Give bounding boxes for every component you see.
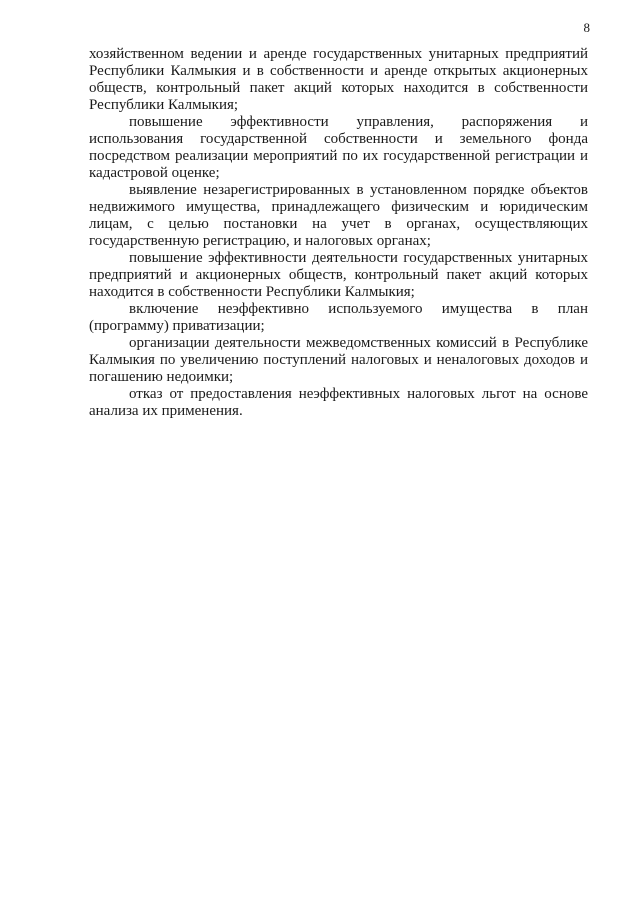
paragraph-unregistered-property: выявление незарегистрированных в установленном порядке объектов недвижимого имущества, принадлежащего физическим и юридическим лицам, с целью постановки на учет в органах, осуществляющих государственную регистрацию, и налоговых органах;	[89, 182, 588, 249]
paragraph-enterprise-efficiency: повышение эффективности деятельности государственных унитарных предприятий и акционерных обществ, контрольный пакет акций которых находится в собственности Республики Калмыкия;	[89, 250, 588, 300]
page-number: 8	[583, 20, 590, 35]
paragraph-efficiency-management: повышение эффективности управления, распоряжения и использования государственной собственности и земельного фонда посредством реализации мероприятий по их государственной регистрации и кадастровой оценке;	[89, 114, 588, 181]
paragraph-tax-benefits: отказ от предоставления неэффективных налоговых льгот на основе анализа их применения.	[89, 386, 588, 419]
document-body	[89, 46, 588, 420]
paragraph-property-management-continued: хозяйственном ведении и аренде государственных унитарных предприятий Республики Калмыкия и в собственности и аренде открытых акционерных обществ, контрольный пакет акций которых находится в собственности Республики Калмыкия;	[89, 46, 588, 113]
paragraph-interdepartmental-commissions: организации деятельности межведомственных комиссий в Республике Калмыкия по увеличению поступлений налоговых и неналоговых доходов и погашению недоимки;	[89, 335, 588, 385]
paragraph-privatization-plan: включение неэффективно используемого имущества в план (программу) приватизации;	[89, 301, 588, 334]
